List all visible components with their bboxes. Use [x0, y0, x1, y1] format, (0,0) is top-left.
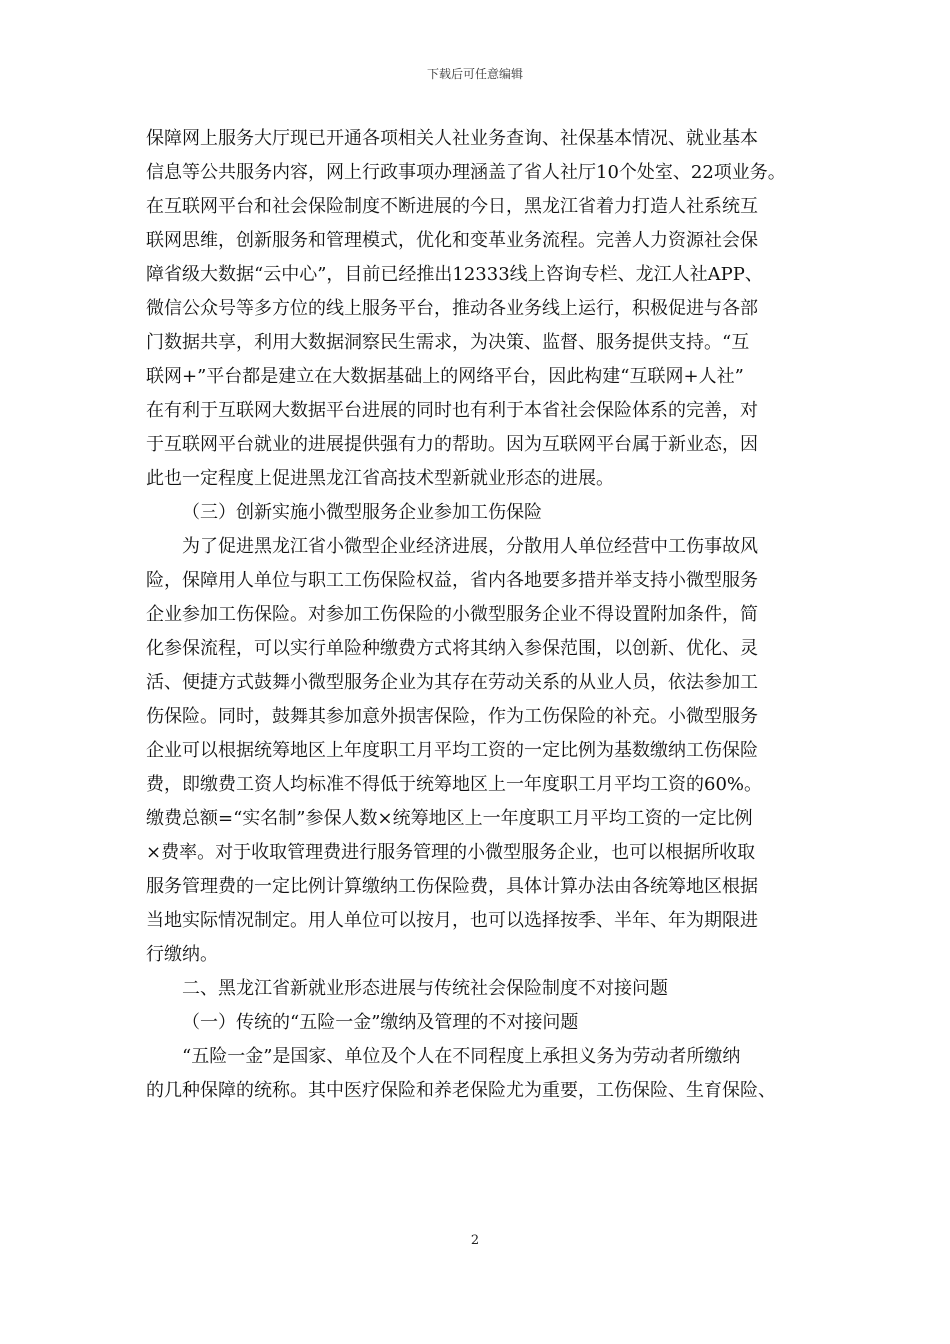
text-line: 联网思维，创新服务和管理模式，优化和变革业务流程。完善人力资源社会保: [146, 230, 758, 251]
text-line: 化参保流程，可以实行单险种缴费方式将其纳入参保范围，以创新、优化、灵: [146, 638, 758, 659]
text-line: 门数据共享，利用大数据洞察民生需求，为决策、监督、服务提供支持。“互: [146, 332, 750, 353]
text-line: ×费率。对于收取管理费进行服务管理的小微型服务企业，也可以根据所收取: [146, 842, 756, 863]
section-heading: 二、黑龙江省新就业形态进展与传统社会保险制度不对接问题: [182, 978, 668, 999]
paragraph-first-line: “五险一金”是国家、单位及个人在不同程度上承担义务为劳动者所缴纳: [182, 1046, 741, 1067]
text-line: 的几种保障的统称。其中医疗保险和养老保险尤为重要，工伤保险、生育保险、: [146, 1080, 776, 1101]
section-heading: （三）创新实施小微型服务企业参加工伤保险: [182, 502, 542, 523]
text-line: 服务管理费的一定比例计算缴纳工伤保险费，具体计算办法由各统筹地区根据: [146, 876, 758, 897]
subsection-heading: （一）传统的“五险一金”缴纳及管理的不对接问题: [182, 1012, 579, 1033]
text-line: 企业参加工伤保险。对参加工伤保险的小微型服务企业不得设置附加条件，简: [146, 604, 758, 625]
text-line: 活、便捷方式鼓舞小微型服务企业为其存在劳动关系的从业人员，依法参加工: [146, 672, 758, 693]
text-line: 费，即缴费工资人均标准不得低于统筹地区上一年度职工月平均工资的60%。: [146, 774, 763, 795]
text-line: 于互联网平台就业的进展提供强有力的帮助。因为互联网平台属于新业态，因: [146, 434, 758, 455]
text-line: 信息等公共服务内容，网上行政事项办理涵盖了省人社厅10个处室、22项业务。: [146, 162, 786, 183]
text-line: 联网+”平台都是建立在大数据基础上的网络平台，因此构建“互联网+人社”: [146, 366, 744, 387]
text-line: 当地实际情况制定。用人单位可以按月，也可以选择按季、半年、年为期限进: [146, 910, 758, 931]
text-line: 保障网上服务大厅现已开通各项相关人社业务查询、社保基本情况、就业基本: [146, 128, 758, 149]
text-line: 微信公众号等多方位的线上服务平台，推动各业务线上运行，积极促进与各部: [146, 298, 758, 319]
page-number: 2: [470, 1233, 480, 1248]
text-line: 在有利于互联网大数据平台进展的同时也有利于本省社会保险体系的完善，对: [146, 400, 758, 421]
document-body: [146, 122, 822, 1108]
text-line: 险，保障用人单位与职工工伤保险权益，省内各地要多措并举支持小微型服务: [146, 570, 758, 591]
text-line: 在互联网平台和社会保险制度不断进展的今日，黑龙江省着力打造人社系统互: [146, 196, 758, 217]
text-line: 企业可以根据统筹地区上年度职工月平均工资的一定比例为基数缴纳工伤保险: [146, 740, 758, 761]
text-line: 障省级大数据“云中心”，目前已经推出12333线上咨询专栏、龙江人社APP、: [146, 264, 763, 285]
text-line: 伤保险。同时，鼓舞其参加意外损害保险，作为工伤保险的补充。小微型服务: [146, 706, 758, 727]
text-line: 此也一定程度上促进黑龙江省高技术型新就业形态的进展。: [146, 468, 614, 489]
paragraph-first-line: 为了促进黑龙江省小微型企业经济进展，分散用人单位经营中工伤事故风: [182, 536, 758, 557]
text-line: 缴费总额=“实名制”参保人数×统筹地区上一年度职工月平均工资的一定比例: [146, 808, 753, 829]
page-header: 下载后可任意编辑: [426, 67, 523, 81]
text-line: 行缴纳。: [146, 944, 218, 965]
